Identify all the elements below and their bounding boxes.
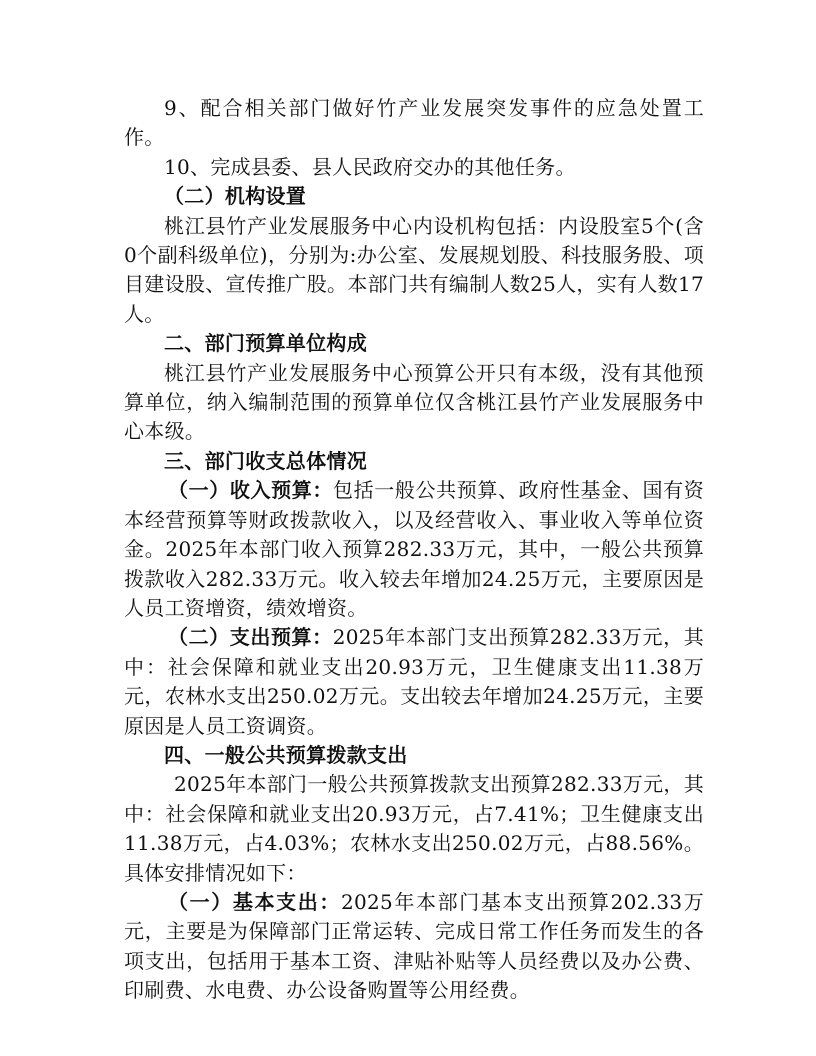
basic-expense-body: 2025年本部门基本支出预算202.33万元，主要是为保障部门正常运转、完成日常工作任务而发生的各项支出，包括用于基本工资、津贴补贴等人员经费以及办公费、印刷费、水电费、办公设备购置等公用经费。: [124, 889, 704, 1003]
section-2-heading: 二、部门预算单位构成: [164, 331, 367, 356]
income-budget-label: （一）收入预算：: [168, 478, 334, 503]
expense-budget-label: （二）支出预算：: [168, 625, 333, 650]
expense-budget-body: 2025年本部门支出预算282.33万元，其中：社会保障和就业支出20.93万元，卫生健康支出11.38万元，农林水支出250.02万元。支出较去年增加24.25万元，主要原因是人员工资调资。: [124, 625, 704, 738]
income-budget-body: 包括一般公共预算、政府性基金、国有资本经营预算等财政拨款收入，以及经营收入、事业收入等单位资金。2025年本部门收入预算282.33万元，其中，一般公共预算拨款收入282.33万元。收入较去年增加24.25万元，主要原因是人员工资增资，绩效增资。: [124, 478, 704, 620]
section-4-body: 2025年本部门一般公共预算拨款支出预算282.33万元，其中：社会保障和就业支出20.93万元，占7.41%；卫生健康支出11.38万元，占4.03%；农林水支出250.02万元，占88.56%。具体安排情况如下：: [124, 772, 704, 885]
income-budget-paragraph: [124, 476, 704, 623]
basic-expense-paragraph: [124, 888, 704, 1006]
section-4-heading: 四、一般公共预算拨款支出: [164, 742, 408, 767]
document-body: [124, 94, 704, 1006]
item-9: 9、配合相关部门做好竹产业发展突发事件的应急处置工作。: [124, 96, 704, 150]
basic-expense-label: （一）基本支出：: [168, 889, 341, 914]
org-setup-heading: （二）机构设置: [164, 184, 307, 209]
expense-budget-paragraph: [124, 623, 704, 741]
section-3-heading: 三、部门收支总体情况: [164, 448, 367, 473]
section-2-body: 桃江县竹产业发展服务中心预算公开只有本级，没有其他预算单位，纳入编制范围的预算单位仅含桃江县竹产业发展服务中心本级。: [124, 360, 704, 444]
org-setup-body: 桃江县竹产业发展服务中心内设机构包括：内设股室5个(含0个副科级单位)，分别为:办公室、发展规划股、科技服务股、项目建设股、宣传推广股。本部门共有编制人数25人，实有人数17人。: [124, 213, 704, 326]
item-10: 10、完成县委、县人民政府交办的其他任务。: [164, 154, 576, 179]
